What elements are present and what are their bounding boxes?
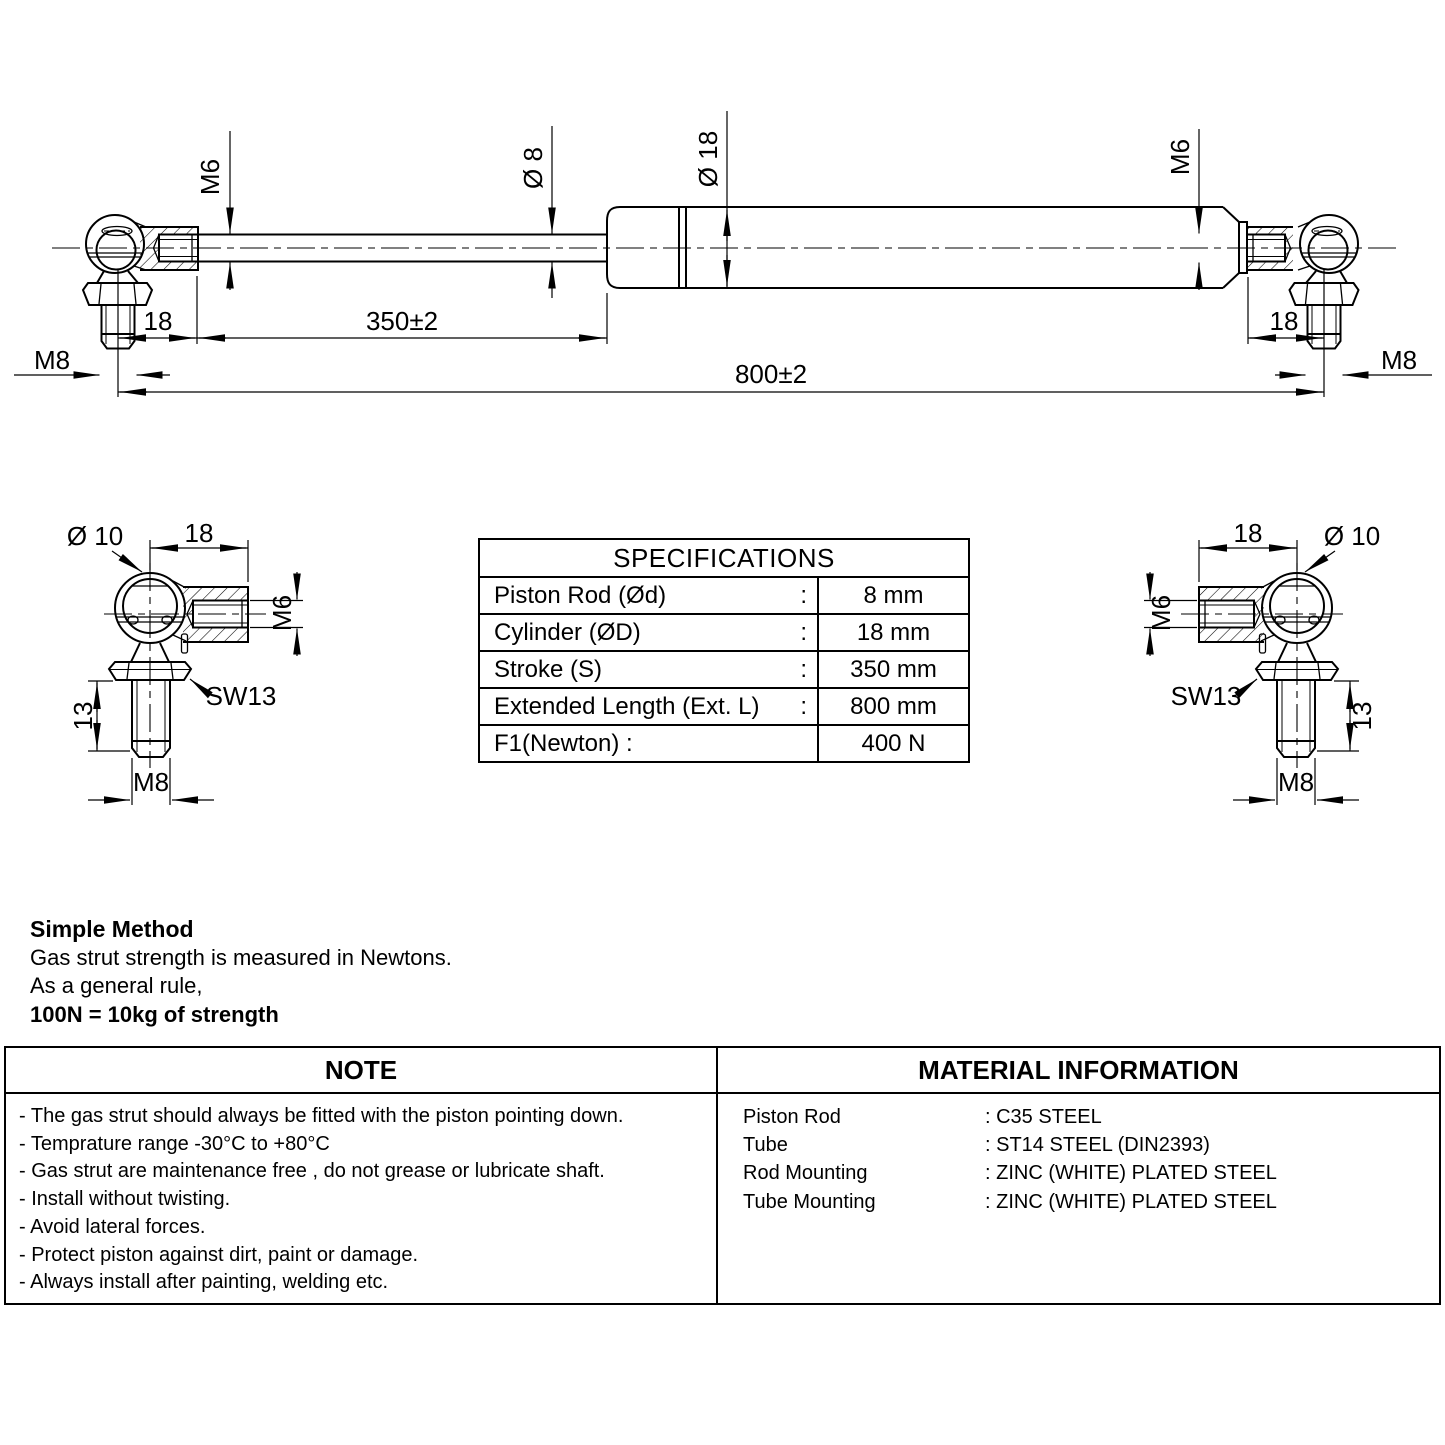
spec-value: 400 N xyxy=(817,726,968,761)
dimension-m8-right xyxy=(1275,345,1432,375)
dim-label-m6-right-detail: M6 xyxy=(1146,594,1176,632)
dimension-dia18 xyxy=(693,111,727,288)
table-row xyxy=(480,578,968,615)
dim-label-13-right: 13 xyxy=(1347,701,1377,731)
gas-strut-main-drawing xyxy=(0,0,1445,430)
material-value: : ST14 STEEL (DIN2393) xyxy=(985,1134,1210,1157)
simple-method-line: Gas strut strength is measured in Newtons. xyxy=(30,944,452,970)
spec-colon: : xyxy=(800,618,807,646)
specifications-table xyxy=(478,538,970,763)
dim-label-dia8: Ø 8 xyxy=(518,147,548,189)
left-end-fitting-detail xyxy=(0,500,480,830)
dim-label-m8-right: M8 xyxy=(1380,345,1418,375)
specifications-title: SPECIFICATIONS xyxy=(480,540,968,578)
dim-label-sw13-left: SW13 xyxy=(205,681,277,711)
simple-method-title: Simple Method xyxy=(30,916,194,942)
material-row xyxy=(743,1159,1439,1187)
spec-value: 350 mm xyxy=(817,652,968,687)
dim-label-stroke: 350±2 xyxy=(365,306,439,336)
note-item: - Temprature range -30°C to +80°C xyxy=(19,1132,330,1155)
dim-label-m6-left-detail: M6 xyxy=(267,594,297,632)
material-label: Tube xyxy=(743,1134,788,1157)
left-ball-socket-fitting xyxy=(83,215,198,397)
spec-colon: : xyxy=(800,655,807,683)
simple-method-line: As a general rule, xyxy=(30,973,203,998)
dim-label-m8-left: M8 xyxy=(33,345,71,375)
dim-label-18-left: 18 xyxy=(143,306,173,336)
dimension-m6-right xyxy=(1165,129,1199,290)
table-row xyxy=(480,726,968,761)
dim-label-m6-left: M6 xyxy=(195,158,225,196)
dim-label-18-right: 18 xyxy=(1269,306,1299,336)
note-item: - Install without twisting. xyxy=(19,1188,231,1211)
spec-label: Stroke (S) xyxy=(494,655,603,683)
spec-label: Extended Length (Ext. L) xyxy=(494,692,760,720)
spec-value: 18 mm xyxy=(817,615,968,650)
spec-label: F1(Newton) : xyxy=(494,729,633,757)
note-item: - Protect piston against dirt, paint or damage. xyxy=(19,1243,419,1266)
dim-label-18-left-detail: 18 xyxy=(184,518,214,548)
spec-colon: : xyxy=(800,581,807,609)
dim-label-18-right-detail: 18 xyxy=(1233,518,1263,548)
material-value: : C35 STEEL xyxy=(985,1106,1102,1128)
material-label: Tube Mounting xyxy=(743,1190,876,1213)
dimension-m8-left xyxy=(14,345,170,375)
material-row xyxy=(743,1103,1439,1131)
dimension-total-800 xyxy=(118,359,1324,392)
simple-method-block xyxy=(30,915,452,1029)
spec-colon: : xyxy=(800,692,807,720)
note-item: - Gas strut are maintenance free , do not grease or lubricate shaft. xyxy=(19,1160,605,1183)
material-label: Piston Rod xyxy=(743,1106,841,1128)
material-row xyxy=(743,1188,1439,1216)
left-detail-body xyxy=(104,563,266,768)
right-detail-body xyxy=(1181,563,1343,768)
dim-label-dia18: Ø 18 xyxy=(693,130,723,188)
material-column xyxy=(718,1048,1439,1303)
material-title: MATERIAL INFORMATION xyxy=(718,1048,1439,1094)
note-title: NOTE xyxy=(6,1048,716,1094)
dimension-stroke-350 xyxy=(197,293,607,344)
right-ball-socket-fitting xyxy=(1239,215,1359,397)
table-row xyxy=(480,615,968,652)
right-end-fitting-detail xyxy=(1000,500,1445,830)
table-row xyxy=(480,652,968,689)
dim-label-m8-left-detail: M8 xyxy=(132,767,170,797)
dim-label-total: 800±2 xyxy=(734,359,808,389)
spec-value: 8 mm xyxy=(817,578,968,613)
material-value: : ZINC (WHITE) PLATED STEEL xyxy=(985,1190,1277,1213)
material-row xyxy=(743,1131,1439,1159)
note-item: - The gas strut should always be fitted with the piston pointing down. xyxy=(19,1105,624,1127)
dim-label-dia10-right: Ø 10 xyxy=(1323,521,1381,551)
material-label: Rod Mounting xyxy=(743,1162,868,1185)
note-material-table xyxy=(4,1046,1441,1305)
spec-label: Piston Rod (Ød) xyxy=(494,581,667,609)
note-item: - Always install after painting, welding etc. xyxy=(19,1271,389,1294)
dim-label-sw13-right: SW13 xyxy=(1170,681,1242,711)
dim-label-dia10-left: Ø 10 xyxy=(66,521,124,551)
note-column xyxy=(6,1048,718,1303)
spec-value: 800 mm xyxy=(817,689,968,724)
dim-label-m8-right-detail: M8 xyxy=(1277,767,1315,797)
dim-label-m6-right: M6 xyxy=(1165,138,1195,176)
material-value: : ZINC (WHITE) PLATED STEEL xyxy=(985,1162,1277,1185)
simple-method-bold-line: 100N = 10kg of strength xyxy=(30,1001,279,1027)
table-row xyxy=(480,689,968,726)
dimension-dia8 xyxy=(518,126,552,298)
dim-label-13-left: 13 xyxy=(68,701,98,731)
spec-label: Cylinder (ØD) xyxy=(494,618,641,646)
dimension-m6-left xyxy=(195,131,230,290)
note-item: - Avoid lateral forces. xyxy=(19,1215,206,1238)
